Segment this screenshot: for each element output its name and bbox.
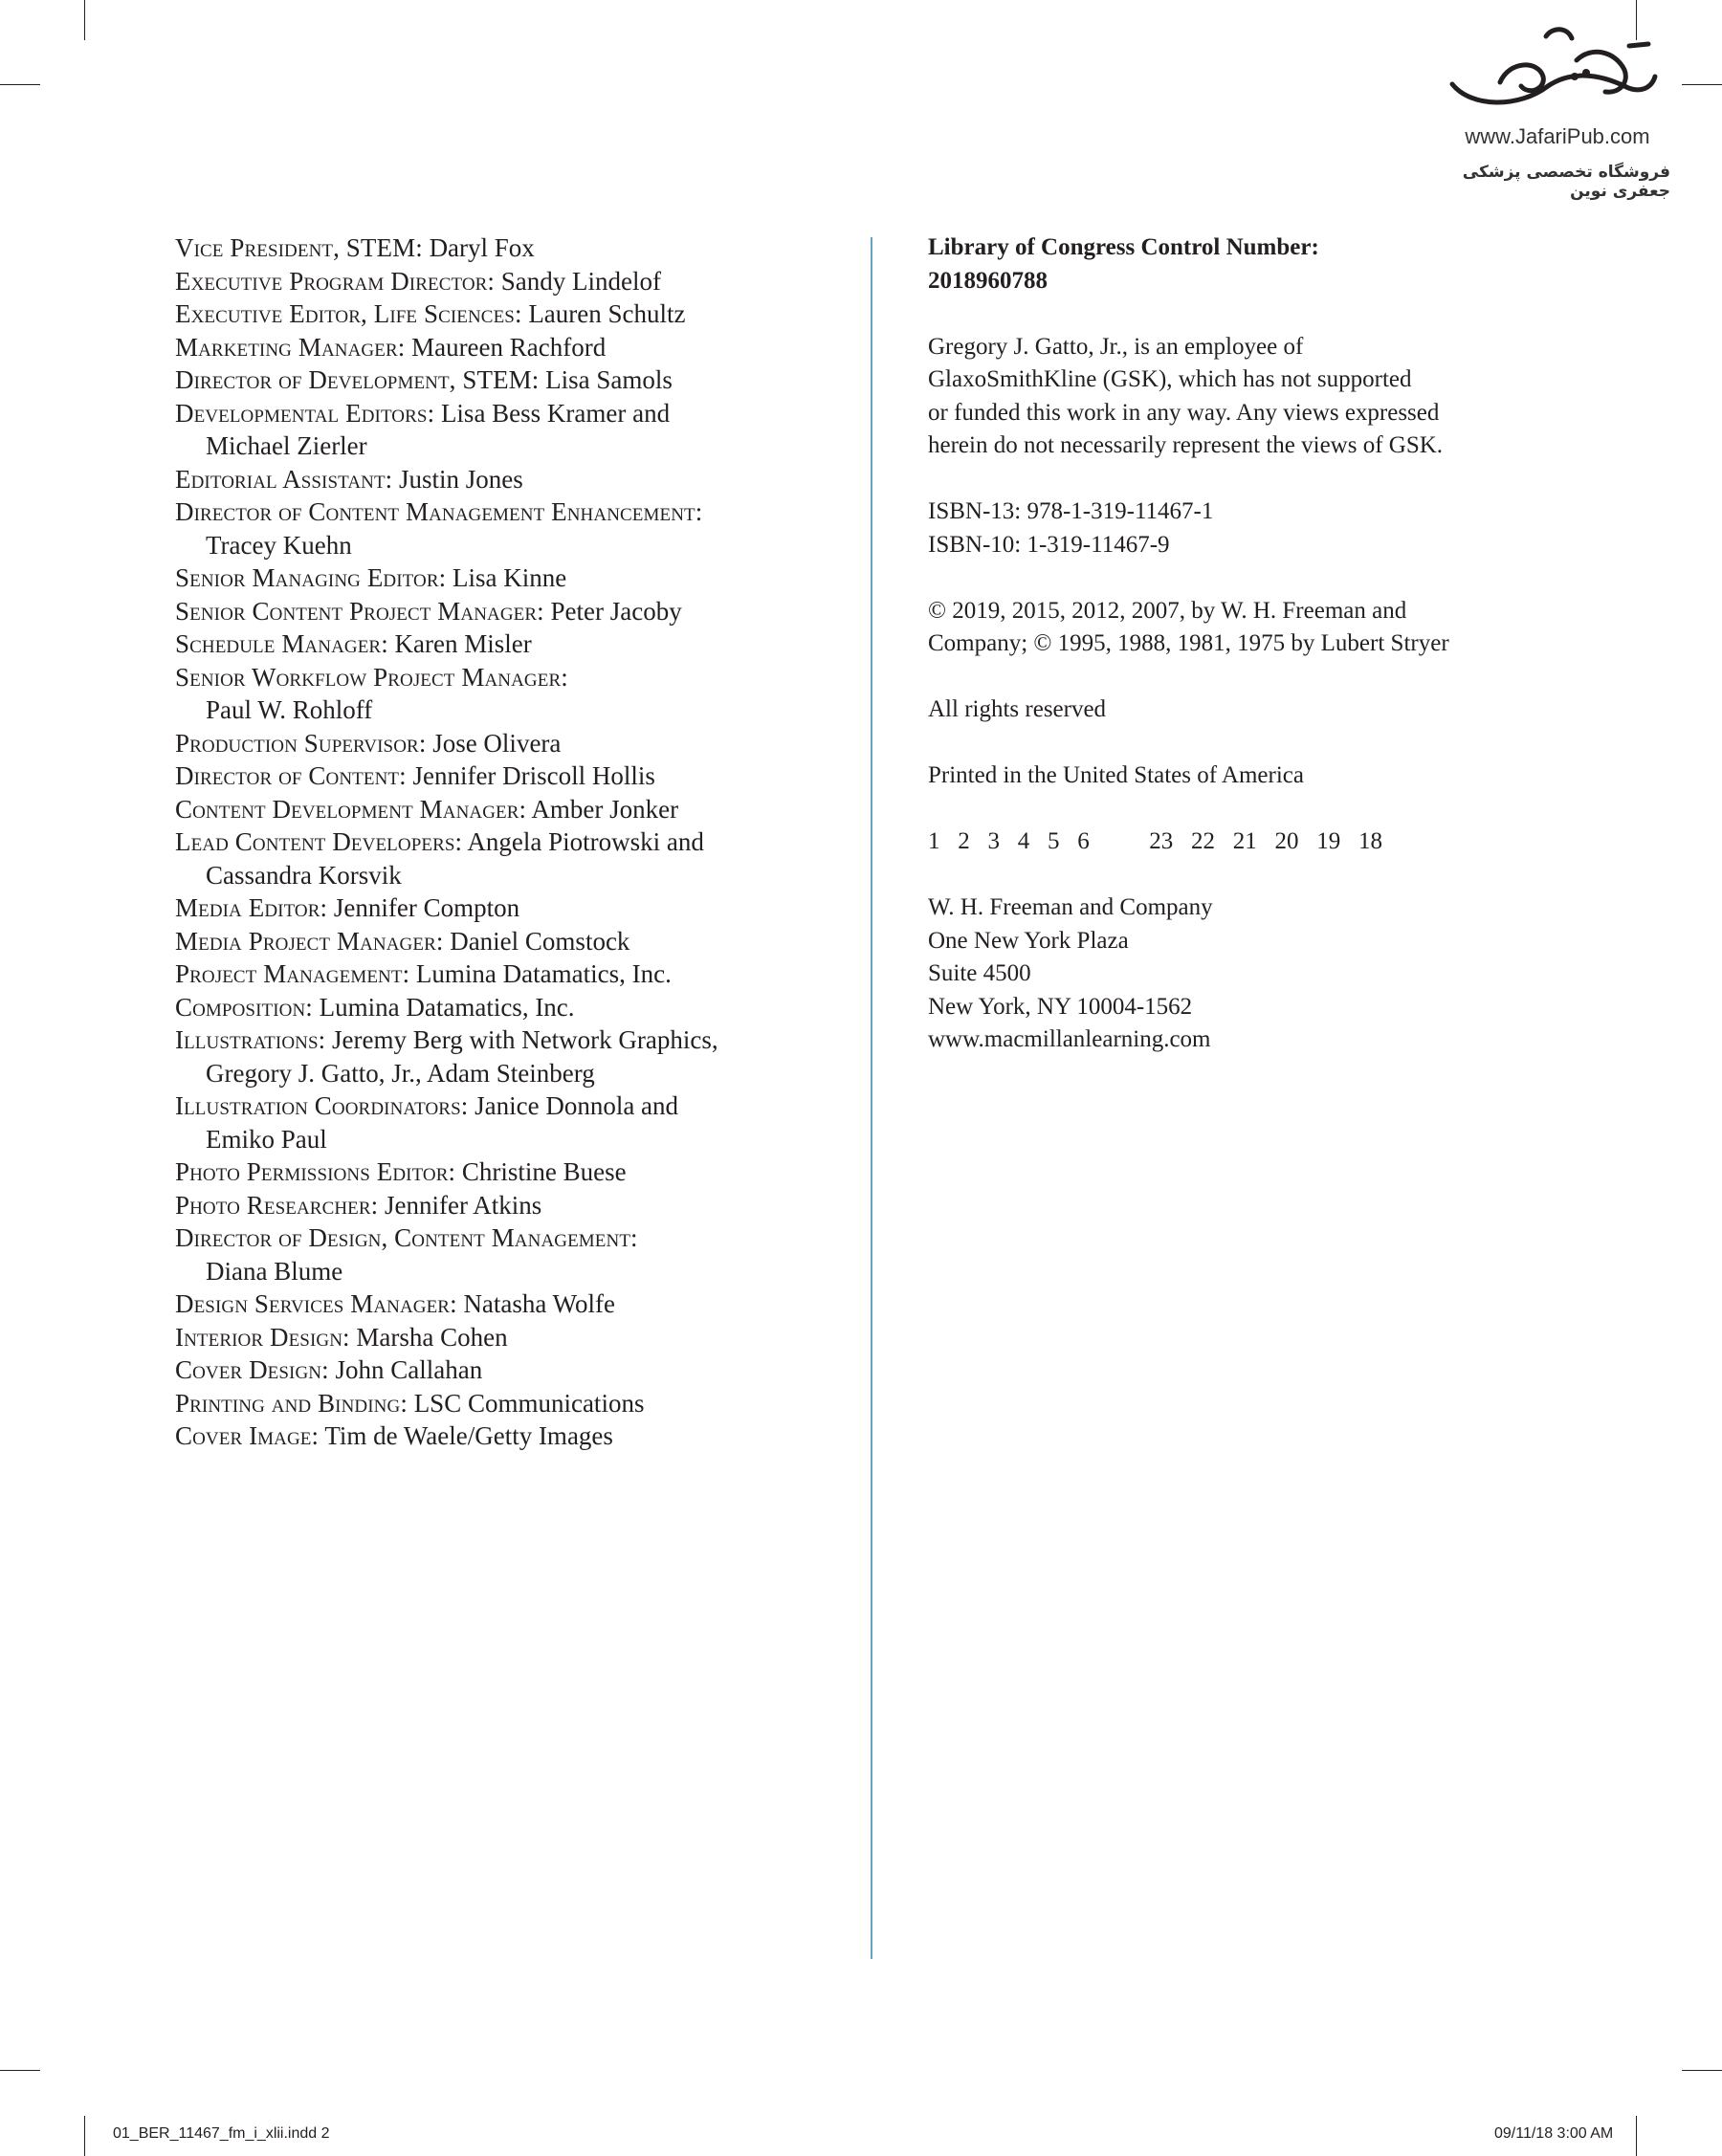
crop-mark — [0, 84, 40, 85]
credit-role: Interior Design: — [175, 1322, 350, 1352]
credit-role: Content Development Manager: — [175, 794, 527, 824]
credit-names: Lauren Schultz — [528, 299, 686, 328]
credit-names: Daryl Fox — [429, 233, 535, 262]
credit-continuation: Michael Zierler — [206, 431, 367, 460]
credit-role: Cover Image: — [175, 1421, 320, 1450]
crop-mark — [84, 2116, 85, 2156]
credit-role: Editorial Assistant: — [175, 464, 393, 494]
credit-entry — [175, 727, 826, 760]
logo-url: www.JafariPub.com — [1465, 124, 1650, 148]
credit-entry — [175, 957, 826, 991]
rights-reserved: All rights reserved — [928, 696, 1107, 722]
credit-entry — [175, 363, 826, 397]
credit-role: Marketing Manager: — [175, 332, 406, 362]
credit-role: Executive Editor, Life Sciences: — [175, 299, 522, 328]
credit-role: Director of Development, STEM: — [175, 365, 540, 394]
calligraphy-logo-icon — [1433, 17, 1663, 122]
credit-role: Executive Program Director: — [175, 266, 496, 296]
credit-entry — [175, 1353, 826, 1387]
copyright-notice — [928, 595, 1521, 661]
credit-names: Peter Jacoby — [550, 596, 682, 626]
credit-entry — [175, 331, 826, 364]
credit-entry — [175, 991, 826, 1024]
credit-role: Production Supervisor: — [175, 728, 427, 758]
credits-list — [175, 231, 826, 1453]
credit-names: Karen Misler — [394, 629, 532, 658]
isbn-13: ISBN-13: 978-1-319-11467-1 — [928, 498, 1214, 524]
credit-names: Lumina Datamatics, Inc. — [319, 992, 575, 1022]
credit-entry — [175, 661, 826, 694]
credit-continuation: Gregory J. Gatto, Jr., Adam Steinberg — [206, 1058, 595, 1088]
credit-names: Janice Donnola and — [475, 1091, 679, 1120]
disclaimer-line: or funded this work in any way. Any views expressed — [928, 399, 1440, 426]
disclaimer-line: Gregory J. Gatto, Jr., is an employee of — [928, 333, 1304, 360]
credit-entry — [175, 231, 826, 265]
credit-entry — [175, 891, 826, 925]
credit-entry — [175, 1321, 826, 1354]
disclaimer-line: herein do not necessarily represent the views of GSK. — [928, 432, 1444, 458]
crop-mark — [84, 0, 85, 40]
credit-role: Director of Content Management Enhancement: — [175, 497, 703, 526]
lccn-number: 2018960788 — [928, 267, 1048, 294]
copyright-line: © 2019, 2015, 2012, 2007, by W. H. Freeman and — [928, 597, 1407, 624]
copyright-line: Company; © 1995, 1988, 1981, 1975 by Lubert Stryer — [928, 630, 1449, 656]
credit-entry — [175, 627, 826, 661]
credit-names: Tim de Waele/Getty Images — [324, 1421, 613, 1450]
credit-names: Marsha Cohen — [356, 1322, 508, 1352]
credit-role: Director of Content: — [175, 761, 407, 790]
column-divider — [871, 237, 872, 1959]
credit-entry — [175, 561, 826, 595]
credit-entry — [175, 463, 826, 496]
disclaimer — [928, 331, 1521, 463]
credit-role: Design Services Manager: — [175, 1289, 457, 1318]
credit-continuation: Diana Blume — [206, 1256, 343, 1286]
publisher-website: www.macmillanlearning.com — [928, 1026, 1211, 1052]
credit-entry — [175, 265, 826, 298]
credit-role: Illustration Coordinators: — [175, 1091, 469, 1120]
credit-names: John Callahan — [335, 1355, 483, 1384]
slug-filename: 01_BER_11467_fm_i_xlii.indd 2 — [113, 2125, 330, 2142]
crop-mark — [1682, 84, 1722, 85]
address-line: W. H. Freeman and Company — [928, 894, 1213, 920]
credit-entry — [175, 1419, 826, 1453]
address-line: Suite 4500 — [928, 960, 1031, 986]
credit-entry — [175, 397, 826, 430]
credit-entry — [175, 1387, 826, 1420]
credit-continuation: Tracey Kuehn — [206, 530, 352, 560]
credit-role: Senior Workflow Project Manager: — [175, 662, 568, 692]
credit-role: Cover Design: — [175, 1355, 329, 1384]
credit-role: Developmental Editors: — [175, 398, 435, 428]
credit-names: Natasha Wolfe — [463, 1289, 615, 1318]
credit-role: Schedule Manager: — [175, 629, 388, 658]
credit-role: Vice President, STEM: — [175, 233, 423, 262]
credit-entry — [175, 1221, 826, 1255]
publisher-address — [928, 891, 1521, 1057]
credit-names: Justin Jones — [399, 464, 523, 494]
credit-role: Media Editor: — [175, 893, 328, 922]
credit-continuation: Cassandra Korsvik — [206, 860, 402, 890]
address-line: One New York Plaza — [928, 927, 1129, 954]
credit-names: Maureen Rachford — [411, 332, 607, 362]
credit-entry — [175, 925, 826, 958]
crop-mark — [1636, 2116, 1637, 2156]
address-line: New York, NY 10004-1562 — [928, 993, 1193, 1020]
credit-role: Project Management: — [175, 959, 410, 988]
credit-names: Jennifer Compton — [333, 893, 520, 922]
credit-entry — [175, 495, 826, 529]
print-line: 1 2 3 4 5 6 23 22 21 20 19 18 — [928, 828, 1382, 854]
publisher-logo — [1425, 17, 1684, 201]
credit-names: Lisa Samols — [545, 365, 673, 394]
credit-role: Photo Researcher: — [175, 1190, 379, 1220]
credit-names: Jennifer Atkins — [385, 1190, 542, 1220]
credit-names: Lisa Kinne — [452, 563, 567, 592]
credit-names: Jennifer Driscoll Hollis — [412, 761, 655, 790]
isbn-10: ISBN-10: 1-319-11467-9 — [928, 531, 1170, 558]
lccn-label: Library of Congress Control Number: — [928, 234, 1319, 260]
credit-names: Jeremy Berg with Network Graphics, — [331, 1025, 718, 1054]
credit-continuation: Paul W. Rohloff — [206, 695, 373, 724]
credit-role: Senior Content Project Manager: — [175, 596, 544, 626]
credit-names: Angela Piotrowski and — [467, 827, 704, 856]
credit-role: Illustrations: — [175, 1025, 326, 1054]
lccn-block — [928, 231, 1521, 297]
credit-entry — [175, 1287, 826, 1321]
credit-role: Composition: — [175, 992, 313, 1022]
credit-entry — [175, 595, 826, 628]
credit-names: Sandy Lindelof — [500, 266, 662, 296]
credit-role: Senior Managing Editor: — [175, 563, 447, 592]
credit-role: Media Project Manager: — [175, 926, 444, 956]
isbn-block — [928, 495, 1521, 561]
credit-names: Daniel Comstock — [450, 926, 630, 956]
printed-in: Printed in the United States of America — [928, 762, 1304, 788]
credit-role: Printing and Binding: — [175, 1388, 408, 1418]
credit-role: Director of Design, Content Management: — [175, 1223, 638, 1252]
credit-role: Lead Content Developers: — [175, 827, 463, 856]
crop-mark — [1682, 2070, 1722, 2071]
credit-names: Jose Olivera — [432, 728, 562, 758]
disclaimer-line: GlaxoSmithKline (GSK), which has not supported — [928, 366, 1412, 392]
credit-names: LSC Communications — [413, 1388, 645, 1418]
copyright-column — [928, 231, 1521, 1089]
crop-mark — [0, 2070, 40, 2071]
credit-entry — [175, 1089, 826, 1123]
credit-names: Lisa Bess Kramer and — [440, 398, 671, 428]
credit-entry — [175, 759, 826, 793]
credit-continuation: Emiko Paul — [206, 1124, 327, 1154]
credit-names: Lumina Datamatics, Inc. — [415, 959, 672, 988]
credit-names: Christine Buese — [461, 1157, 627, 1186]
credit-role: Photo Permissions Editor: — [175, 1157, 456, 1186]
credit-entry — [175, 1023, 826, 1057]
slug-timestamp: 09/11/18 3:00 AM — [1494, 2125, 1614, 2142]
credit-entry — [175, 1155, 826, 1189]
credit-entry — [175, 1189, 826, 1222]
credit-entry — [175, 297, 826, 331]
logo-tagline: فروشگاه تخصصی پزشکی جعفری نوین — [1462, 163, 1670, 201]
credit-entry — [175, 793, 826, 826]
credit-entry — [175, 825, 826, 859]
credit-names: Amber Jonker — [531, 794, 679, 824]
